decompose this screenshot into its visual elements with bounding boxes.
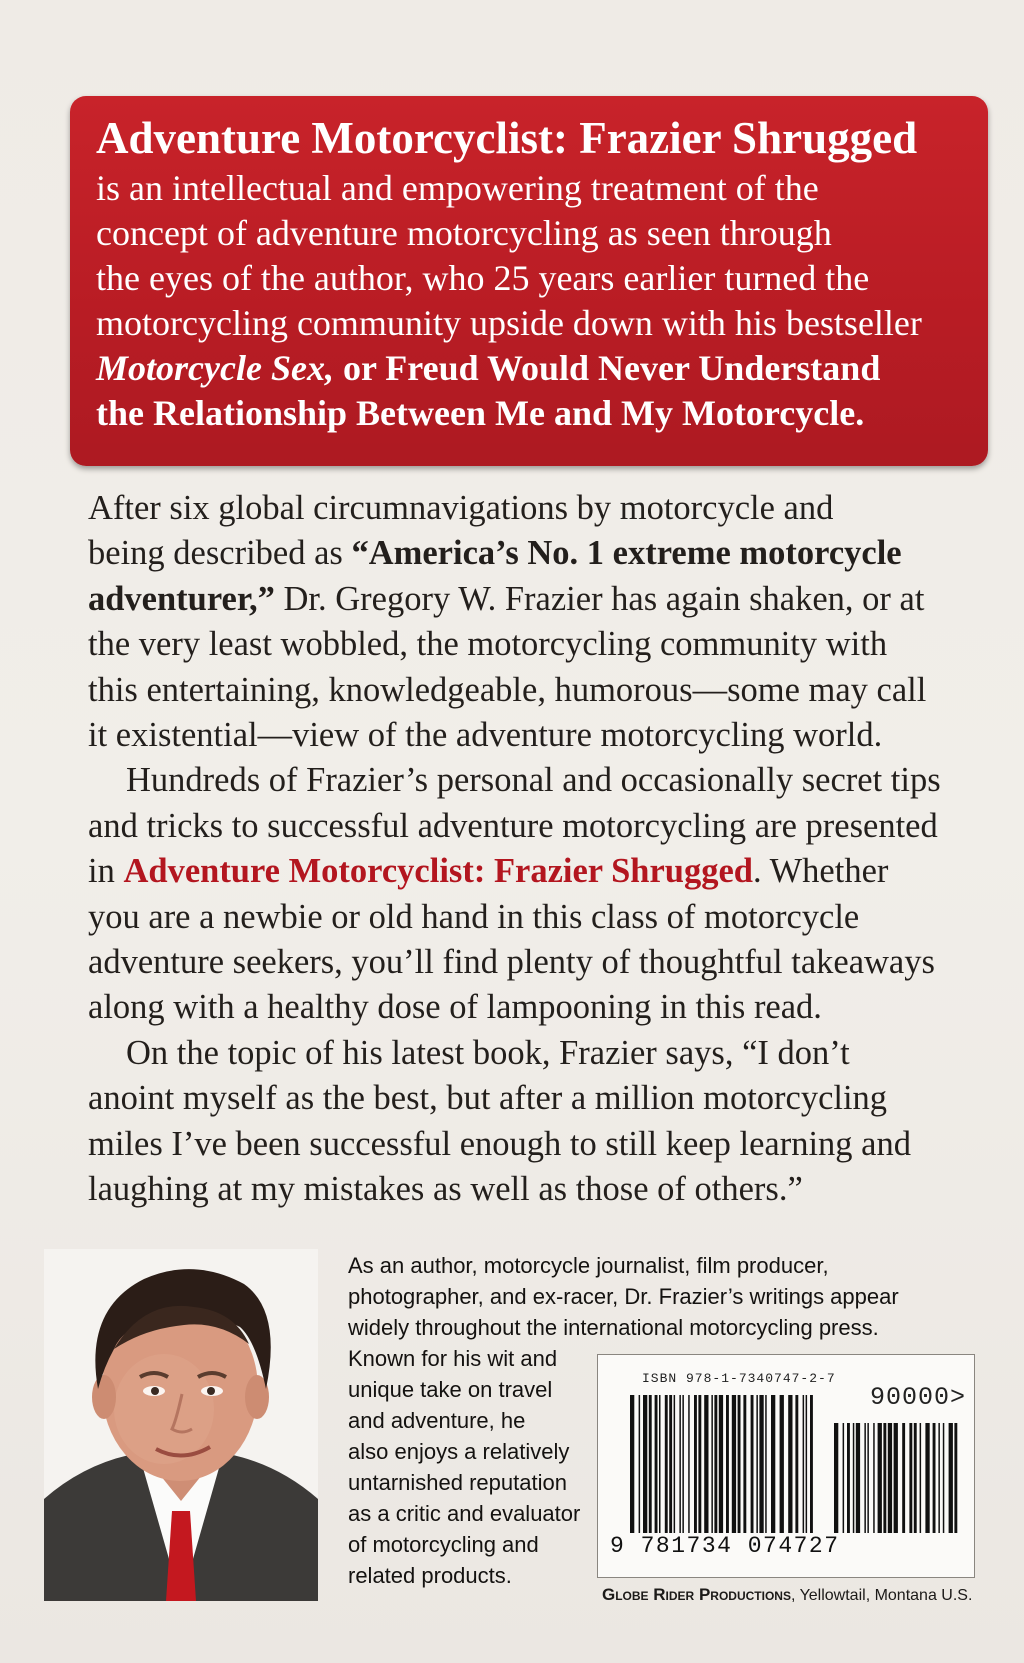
bio-line: and adventure, he bbox=[348, 1408, 526, 1433]
barcode-bar bbox=[759, 1395, 763, 1533]
barcode-bar bbox=[780, 1395, 784, 1533]
barcode-bar bbox=[806, 1395, 808, 1533]
barcode-bar bbox=[669, 1395, 672, 1533]
barcode-bar bbox=[751, 1395, 754, 1533]
barcode-bar bbox=[639, 1395, 641, 1533]
barcode-bar bbox=[873, 1423, 875, 1533]
barcode-bar bbox=[914, 1423, 917, 1533]
barcode-bar bbox=[704, 1395, 708, 1533]
barcode-bar bbox=[679, 1395, 681, 1533]
barcode-bar bbox=[864, 1423, 866, 1533]
blurb-paragraph-3: On the topic of his latest book, Frazier says, “I don’t anoint myself as the best, but after a million motorcycling miles I’ve been successful enough to still keep learning and laughing at my mistakes as well as those of others.” bbox=[88, 1033, 911, 1209]
bio-line: Known for his wit and bbox=[348, 1346, 558, 1371]
author-portrait-illustration bbox=[44, 1249, 318, 1601]
barcode-bar bbox=[765, 1395, 767, 1533]
barcode-bar bbox=[649, 1395, 652, 1533]
barcode-bar bbox=[949, 1423, 953, 1533]
barcode-bar bbox=[902, 1423, 905, 1533]
barcode-bar bbox=[867, 1423, 869, 1533]
title-callout-box bbox=[70, 96, 988, 466]
book-title-headline: Adventure Motorcyclist: Frazier Shrugged bbox=[96, 113, 918, 163]
barcode-bar bbox=[738, 1395, 741, 1533]
barcode-bar bbox=[756, 1395, 758, 1533]
isbn-number: ISBN 978-1-7340747-2-7 bbox=[642, 1371, 836, 1386]
barcode-digits: 9 781734 074727 bbox=[610, 1533, 840, 1559]
barcode-bar bbox=[655, 1395, 658, 1533]
bio-line: widely throughout the international motorcycling press. bbox=[348, 1315, 879, 1340]
barcode-bar bbox=[711, 1395, 713, 1533]
barcode-bar bbox=[943, 1423, 945, 1533]
barcode-bar bbox=[938, 1423, 940, 1533]
barcode-bar bbox=[920, 1423, 922, 1533]
bio-line: untarnished reputation bbox=[348, 1470, 567, 1495]
callout-line: is an intellectual and empowering treatment of the bbox=[96, 168, 819, 208]
barcode-bar bbox=[853, 1423, 855, 1533]
prior-bestseller-title: Motorcycle Sex, or Freud Would Never Understand bbox=[96, 348, 881, 388]
barcode-bar bbox=[847, 1423, 850, 1533]
barcode-bar bbox=[954, 1423, 957, 1533]
barcode-bar bbox=[843, 1423, 845, 1533]
blurb-paragraph-2: Hundreds of Frazier’s personal and occasionally secret tips and tricks to successful adventure motorcycling are presented in Adventure Motorcyclist: Frazier Shrugged. Whether you are a newbie or old hand in this class of motorcycle adventure seekers, you’ll find plenty of thoughtful takeaways along with a healthy dose of lampooning in this read. bbox=[88, 761, 941, 1027]
barcode-bar bbox=[688, 1395, 690, 1533]
barcode-bar bbox=[694, 1395, 697, 1533]
bio-line: of motorcycling and bbox=[348, 1532, 539, 1557]
prior-bestseller-title-cont: the Relationship Between Me and My Motorcycle. bbox=[96, 393, 865, 433]
quote-highlight: “America’s No. 1 extreme motorcycle bbox=[351, 534, 902, 573]
barcode-bar bbox=[771, 1395, 775, 1533]
bio-wide-lines bbox=[348, 1250, 968, 1343]
barcode-bar bbox=[894, 1423, 898, 1533]
callout-line: the eyes of the author, who 25 years earlier turned the bbox=[96, 258, 870, 298]
barcode-bar bbox=[714, 1395, 717, 1533]
barcode-bar bbox=[630, 1395, 634, 1533]
barcode-bar bbox=[909, 1423, 912, 1533]
barcode-bar bbox=[810, 1395, 813, 1533]
barcode-bar bbox=[659, 1395, 661, 1533]
callout-line: concept of adventure motorcycling as seen through bbox=[96, 213, 832, 253]
barcode-bar bbox=[834, 1423, 838, 1533]
barcode-bar bbox=[682, 1395, 684, 1533]
barcode-bar bbox=[732, 1395, 736, 1533]
bio-line: photographer, and ex-racer, Dr. Frazier’s writings appear bbox=[348, 1284, 899, 1309]
bio-line: also enjoys a relatively bbox=[348, 1439, 570, 1464]
publisher-location: , Yellowtail, Montana U.S. bbox=[790, 1587, 973, 1604]
barcode-bar bbox=[726, 1395, 729, 1533]
price-code: 90000> bbox=[869, 1383, 966, 1412]
barcode-bar bbox=[856, 1423, 860, 1533]
isbn-barcode bbox=[597, 1354, 975, 1578]
bio-line: as a critic and evaluator bbox=[348, 1501, 581, 1526]
barcode-bar bbox=[665, 1395, 668, 1533]
blurb-body bbox=[88, 486, 988, 1213]
blurb-paragraph-1: After six global circumnavigations by motorcycle and being described as “America’s No. 1 extreme motorcycle adventurer,” Dr. Gregory W. Frazier has again shaken, or at the very least wobbled, the motorcycling community with this entertaining, knowledgeable, humorous—some may call it existential—view of the adventure motorcycling world. bbox=[88, 489, 927, 755]
barcode-bar bbox=[743, 1395, 746, 1533]
barcode-bar bbox=[788, 1395, 792, 1533]
callout-line: motorcycling community upside down with his bestseller bbox=[96, 303, 922, 343]
barcode-bar bbox=[933, 1423, 936, 1533]
book-title-inline: Adventure Motorcyclist: Frazier Shrugged bbox=[123, 852, 753, 891]
barcode-bar bbox=[883, 1423, 886, 1533]
barcode-bar bbox=[698, 1395, 701, 1533]
bio-line: unique take on travel bbox=[348, 1377, 553, 1402]
barcode-bar bbox=[803, 1395, 805, 1533]
barcode-bar bbox=[795, 1395, 798, 1533]
barcode-bar bbox=[925, 1423, 929, 1533]
author-photo bbox=[44, 1249, 318, 1601]
bio-line: related products. bbox=[348, 1563, 512, 1588]
bio-narrow-lines bbox=[348, 1343, 588, 1591]
publisher-line bbox=[602, 1585, 972, 1605]
barcode-bar bbox=[888, 1423, 892, 1533]
title-callout-text bbox=[96, 166, 968, 436]
barcode-bar bbox=[643, 1395, 647, 1533]
bio-line: As an author, motorcycle journalist, film producer, bbox=[348, 1253, 829, 1278]
barcode-bar bbox=[878, 1423, 882, 1533]
barcode-bar bbox=[719, 1395, 723, 1533]
barcode-bar bbox=[674, 1395, 676, 1533]
publisher-name: Globe Rider Productions bbox=[602, 1585, 791, 1604]
